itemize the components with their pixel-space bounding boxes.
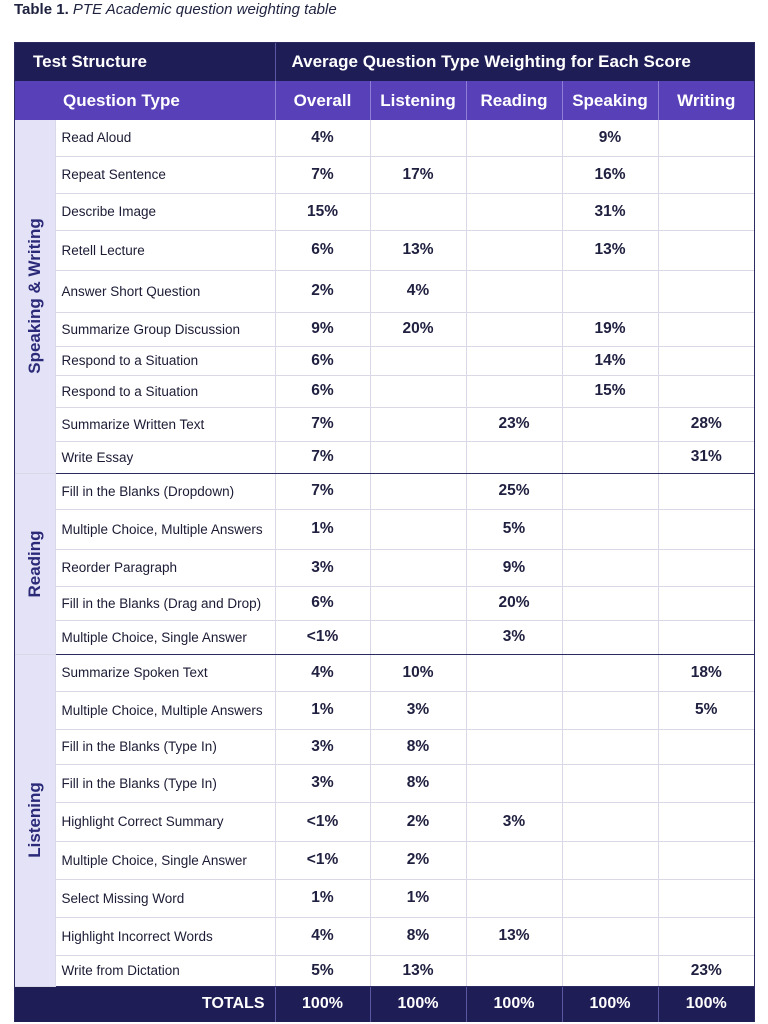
writing-cell	[658, 586, 754, 620]
reading-cell: 5%	[466, 509, 562, 549]
overall-cell: 6%	[275, 230, 370, 270]
question-type-cell: Write Essay	[55, 441, 275, 473]
speaking-cell	[562, 270, 658, 312]
table-row	[15, 802, 754, 841]
overall-cell: 3%	[275, 549, 370, 586]
speaking-cell	[562, 509, 658, 549]
listening-cell: 4%	[370, 270, 466, 312]
overall-cell: 4%	[275, 120, 370, 156]
question-type-cell: Read Aloud	[55, 120, 275, 156]
header-test-structure: Test Structure	[15, 43, 275, 81]
totals-reading: 100%	[466, 986, 562, 1022]
table-row	[15, 441, 754, 473]
table-row	[15, 549, 754, 586]
speaking-cell	[562, 441, 658, 473]
table-row	[15, 841, 754, 879]
writing-cell	[658, 312, 754, 346]
speaking-cell	[562, 407, 658, 441]
listening-cell: 2%	[370, 802, 466, 841]
overall-cell: 6%	[275, 375, 370, 407]
writing-cell	[658, 620, 754, 654]
question-type-cell: Summarize Group Discussion	[55, 312, 275, 346]
speaking-cell	[562, 691, 658, 729]
reading-cell: 25%	[466, 473, 562, 509]
totals-overall: 100%	[275, 986, 370, 1022]
speaking-cell	[562, 841, 658, 879]
listening-cell	[370, 407, 466, 441]
reading-cell: 23%	[466, 407, 562, 441]
overall-cell: 2%	[275, 270, 370, 312]
writing-cell	[658, 375, 754, 407]
writing-cell: 18%	[658, 654, 754, 691]
speaking-cell: 9%	[562, 120, 658, 156]
totals-label: TOTALS	[15, 986, 275, 1022]
table-row	[15, 955, 754, 986]
speaking-cell	[562, 654, 658, 691]
writing-cell: 23%	[658, 955, 754, 986]
writing-cell	[658, 230, 754, 270]
question-type-cell: Multiple Choice, Multiple Answers	[55, 691, 275, 729]
header-row-top	[15, 43, 754, 81]
overall-cell: 1%	[275, 691, 370, 729]
reading-cell	[466, 879, 562, 917]
overall-cell: 4%	[275, 917, 370, 955]
reading-cell	[466, 841, 562, 879]
table-row	[15, 729, 754, 764]
question-type-cell: Reorder Paragraph	[55, 549, 275, 586]
writing-cell	[658, 729, 754, 764]
table-row	[15, 156, 754, 193]
speaking-cell	[562, 729, 658, 764]
section-label: Listening	[24, 782, 44, 858]
overall-cell: 3%	[275, 764, 370, 802]
writing-cell: 28%	[658, 407, 754, 441]
writing-cell	[658, 193, 754, 230]
overall-cell: 5%	[275, 955, 370, 986]
overall-cell: 7%	[275, 441, 370, 473]
reading-cell: 3%	[466, 802, 562, 841]
question-type-cell: Respond to a Situation	[55, 375, 275, 407]
listening-cell: 20%	[370, 312, 466, 346]
reading-cell: 13%	[466, 917, 562, 955]
listening-cell: 8%	[370, 764, 466, 802]
table-row	[15, 473, 754, 509]
speaking-cell: 14%	[562, 346, 658, 375]
reading-cell	[466, 346, 562, 375]
table-row	[15, 620, 754, 654]
question-type-cell: Multiple Choice, Single Answer	[55, 620, 275, 654]
overall-cell: <1%	[275, 841, 370, 879]
speaking-cell: 16%	[562, 156, 658, 193]
question-type-cell: Multiple Choice, Multiple Answers	[55, 509, 275, 549]
question-type-cell: Fill in the Blanks (Drag and Drop)	[55, 586, 275, 620]
table-body	[15, 120, 754, 986]
speaking-cell: 13%	[562, 230, 658, 270]
weighting-table-container	[14, 42, 755, 1022]
listening-cell	[370, 473, 466, 509]
listening-cell	[370, 620, 466, 654]
question-type-cell: Select Missing Word	[55, 879, 275, 917]
table-row	[15, 407, 754, 441]
section-label-cell	[15, 654, 55, 986]
writing-cell	[658, 473, 754, 509]
overall-cell: <1%	[275, 802, 370, 841]
table-row	[15, 691, 754, 729]
writing-cell: 5%	[658, 691, 754, 729]
table-row	[15, 193, 754, 230]
writing-cell	[658, 156, 754, 193]
table-row	[15, 270, 754, 312]
overall-cell: 9%	[275, 312, 370, 346]
question-type-cell: Retell Lecture	[55, 230, 275, 270]
listening-cell	[370, 509, 466, 549]
reading-cell	[466, 691, 562, 729]
overall-cell: 15%	[275, 193, 370, 230]
listening-cell: 2%	[370, 841, 466, 879]
speaking-cell	[562, 586, 658, 620]
header-row-columns	[15, 81, 754, 120]
overall-cell: <1%	[275, 620, 370, 654]
question-type-cell: Fill in the Blanks (Dropdown)	[55, 473, 275, 509]
speaking-cell	[562, 549, 658, 586]
question-type-cell: Respond to a Situation	[55, 346, 275, 375]
section-label-cell	[15, 473, 55, 654]
question-type-cell: Fill in the Blanks (Type In)	[55, 764, 275, 802]
question-type-cell: Write from Dictation	[55, 955, 275, 986]
totals-listening: 100%	[370, 986, 466, 1022]
totals-row	[15, 986, 754, 1022]
speaking-cell: 31%	[562, 193, 658, 230]
question-type-cell: Summarize Written Text	[55, 407, 275, 441]
reading-cell	[466, 955, 562, 986]
listening-cell: 1%	[370, 879, 466, 917]
speaking-cell	[562, 879, 658, 917]
listening-cell	[370, 586, 466, 620]
overall-cell: 6%	[275, 346, 370, 375]
table-caption	[14, 0, 337, 22]
reading-cell: 3%	[466, 620, 562, 654]
table-row	[15, 586, 754, 620]
column-header-overall: Overall	[275, 81, 370, 120]
question-type-cell: Describe Image	[55, 193, 275, 230]
column-header-writing: Writing	[658, 81, 754, 120]
reading-cell	[466, 729, 562, 764]
speaking-cell	[562, 802, 658, 841]
overall-cell: 3%	[275, 729, 370, 764]
reading-cell	[466, 270, 562, 312]
reading-cell	[466, 193, 562, 230]
overall-cell: 7%	[275, 156, 370, 193]
reading-cell	[466, 654, 562, 691]
table-row	[15, 120, 754, 156]
table-row	[15, 230, 754, 270]
writing-cell	[658, 879, 754, 917]
overall-cell: 6%	[275, 586, 370, 620]
speaking-cell	[562, 620, 658, 654]
listening-cell: 3%	[370, 691, 466, 729]
section-label: Reading	[24, 529, 44, 598]
listening-cell	[370, 549, 466, 586]
writing-cell	[658, 509, 754, 549]
listening-cell: 17%	[370, 156, 466, 193]
listening-cell: 8%	[370, 729, 466, 764]
overall-cell: 7%	[275, 407, 370, 441]
listening-cell	[370, 193, 466, 230]
listening-cell: 13%	[370, 230, 466, 270]
reading-cell	[466, 230, 562, 270]
table-row	[15, 312, 754, 346]
reading-cell: 20%	[466, 586, 562, 620]
caption-label: Table 1.	[14, 1, 69, 18]
writing-cell	[658, 549, 754, 586]
question-type-cell: Multiple Choice, Single Answer	[55, 841, 275, 879]
overall-cell: 4%	[275, 654, 370, 691]
speaking-cell	[562, 917, 658, 955]
writing-cell: 31%	[658, 441, 754, 473]
listening-cell	[370, 346, 466, 375]
question-type-cell: Answer Short Question	[55, 270, 275, 312]
speaking-cell	[562, 473, 658, 509]
question-type-cell: Summarize Spoken Text	[55, 654, 275, 691]
listening-cell: 13%	[370, 955, 466, 986]
header-average-weighting: Average Question Type Weighting for Each Score	[275, 43, 754, 81]
speaking-cell: 19%	[562, 312, 658, 346]
listening-cell	[370, 441, 466, 473]
question-type-cell: Highlight Incorrect Words	[55, 917, 275, 955]
column-header-reading: Reading	[466, 81, 562, 120]
reading-cell	[466, 441, 562, 473]
reading-cell	[466, 764, 562, 802]
speaking-cell	[562, 955, 658, 986]
writing-cell	[658, 917, 754, 955]
totals-writing: 100%	[658, 986, 754, 1022]
reading-cell	[466, 156, 562, 193]
writing-cell	[658, 120, 754, 156]
writing-cell	[658, 270, 754, 312]
overall-cell: 7%	[275, 473, 370, 509]
speaking-cell	[562, 764, 658, 802]
question-type-cell: Highlight Correct Summary	[55, 802, 275, 841]
listening-cell	[370, 375, 466, 407]
overall-cell: 1%	[275, 879, 370, 917]
listening-cell	[370, 120, 466, 156]
column-header-speaking: Speaking	[562, 81, 658, 120]
overall-cell: 1%	[275, 509, 370, 549]
weighting-table	[15, 43, 754, 1022]
table-row	[15, 654, 754, 691]
writing-cell	[658, 841, 754, 879]
writing-cell	[658, 802, 754, 841]
table-row	[15, 346, 754, 375]
column-header-question-type: Question Type	[15, 81, 275, 120]
section-label: Speaking & Writing	[24, 218, 44, 375]
table-row	[15, 375, 754, 407]
caption-text: PTE Academic question weighting table	[72, 1, 337, 18]
table-row	[15, 509, 754, 549]
reading-cell	[466, 120, 562, 156]
table-row	[15, 879, 754, 917]
table-row	[15, 917, 754, 955]
question-type-cell: Repeat Sentence	[55, 156, 275, 193]
writing-cell	[658, 346, 754, 375]
reading-cell	[466, 375, 562, 407]
totals-speaking: 100%	[562, 986, 658, 1022]
section-label-cell	[15, 120, 55, 473]
reading-cell	[466, 312, 562, 346]
listening-cell: 10%	[370, 654, 466, 691]
reading-cell: 9%	[466, 549, 562, 586]
listening-cell: 8%	[370, 917, 466, 955]
table-row	[15, 764, 754, 802]
speaking-cell: 15%	[562, 375, 658, 407]
writing-cell	[658, 764, 754, 802]
column-header-listening: Listening	[370, 81, 466, 120]
question-type-cell: Fill in the Blanks (Type In)	[55, 729, 275, 764]
